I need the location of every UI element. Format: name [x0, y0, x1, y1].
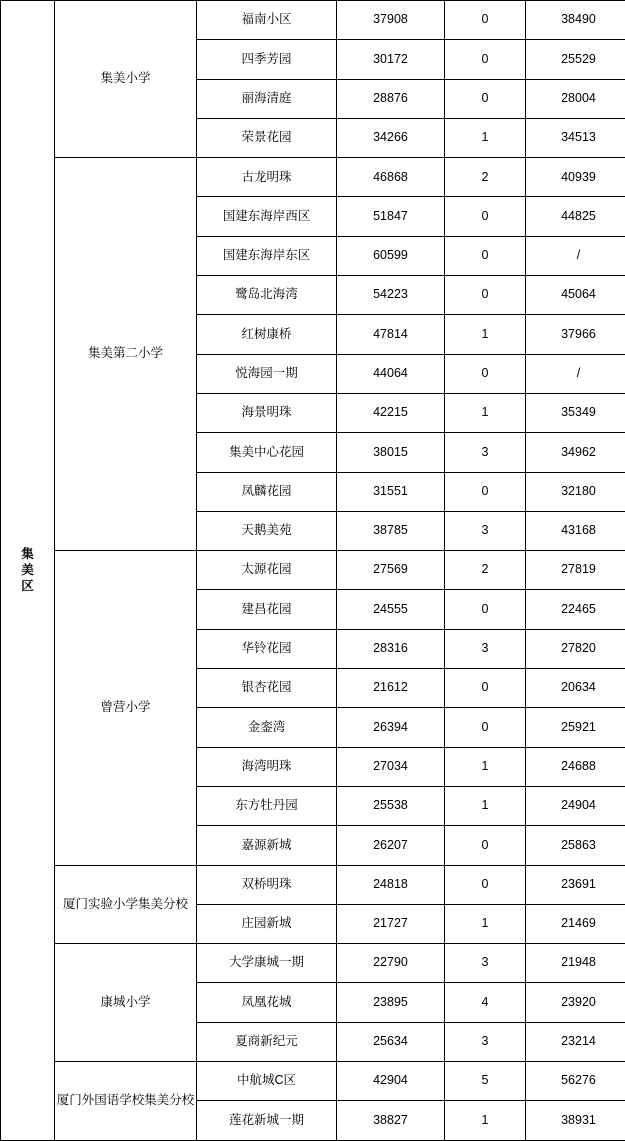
previous-price-cell: / — [526, 354, 625, 393]
community-cell: 集美中心花园 — [197, 433, 337, 472]
community-cell: 国建东海岸东区 — [197, 236, 337, 275]
community-cell: 四季芳园 — [197, 40, 337, 79]
community-cell: 金銮湾 — [197, 708, 337, 747]
community-cell: 建昌花园 — [197, 590, 337, 629]
transaction-count-cell: 1 — [445, 1101, 526, 1140]
community-cell: 华铃花园 — [197, 629, 337, 668]
table-row — [1, 1062, 625, 1101]
price-cell: 38785 — [337, 511, 445, 550]
transaction-count-cell: 5 — [445, 1062, 526, 1101]
price-cell: 21727 — [337, 904, 445, 943]
previous-price-cell: 24904 — [526, 786, 625, 825]
previous-price-cell: 25921 — [526, 708, 625, 747]
community-cell: 荣景花园 — [197, 118, 337, 157]
transaction-count-cell: 0 — [445, 236, 526, 275]
price-cell: 26394 — [337, 708, 445, 747]
community-cell: 夏商新纪元 — [197, 1022, 337, 1061]
previous-price-cell: 34962 — [526, 433, 625, 472]
price-cell: 21612 — [337, 669, 445, 708]
community-cell: 太源花园 — [197, 551, 337, 590]
price-cell: 24818 — [337, 865, 445, 904]
previous-price-cell: 28004 — [526, 79, 625, 118]
transaction-count-cell: 0 — [445, 40, 526, 79]
price-cell: 26207 — [337, 826, 445, 865]
community-cell: 海湾明珠 — [197, 747, 337, 786]
community-cell: 鹭岛北海湾 — [197, 276, 337, 315]
transaction-count-cell: 0 — [445, 197, 526, 236]
transaction-count-cell: 0 — [445, 708, 526, 747]
price-cell: 27034 — [337, 747, 445, 786]
community-cell: 悦海园一期 — [197, 354, 337, 393]
price-cell: 44064 — [337, 354, 445, 393]
transaction-count-cell: 3 — [445, 511, 526, 550]
school-cell: 厦门实验小学集美分校 — [55, 865, 197, 944]
previous-price-cell: 45064 — [526, 276, 625, 315]
transaction-count-cell: 1 — [445, 786, 526, 825]
community-cell: 福南小区 — [197, 1, 337, 40]
price-cell: 38015 — [337, 433, 445, 472]
previous-price-cell: 34513 — [526, 118, 625, 157]
transaction-count-cell: 1 — [445, 747, 526, 786]
price-cell: 38827 — [337, 1101, 445, 1140]
previous-price-cell: 22465 — [526, 590, 625, 629]
price-cell: 60599 — [337, 236, 445, 275]
school-cell: 康城小学 — [55, 944, 197, 1062]
transaction-count-cell: 3 — [445, 433, 526, 472]
community-cell: 双桥明珠 — [197, 865, 337, 904]
transaction-count-cell: 1 — [445, 315, 526, 354]
previous-price-cell: / — [526, 236, 625, 275]
transaction-count-cell: 2 — [445, 158, 526, 197]
community-cell: 丽海清庭 — [197, 79, 337, 118]
price-cell: 47814 — [337, 315, 445, 354]
price-cell: 22790 — [337, 944, 445, 983]
table-row — [1, 1, 625, 40]
previous-price-cell: 24688 — [526, 747, 625, 786]
region-cell — [1, 1, 55, 1141]
school-cell: 厦门外国语学校集美分校 — [55, 1062, 197, 1141]
school-cell: 集美小学 — [55, 1, 197, 158]
price-cell: 51847 — [337, 197, 445, 236]
previous-price-cell: 27819 — [526, 551, 625, 590]
price-cell: 34266 — [337, 118, 445, 157]
previous-price-cell: 32180 — [526, 472, 625, 511]
community-cell: 天鹅美苑 — [197, 511, 337, 550]
previous-price-cell: 44825 — [526, 197, 625, 236]
region-label: 集美区 — [21, 546, 34, 595]
transaction-count-cell: 1 — [445, 118, 526, 157]
previous-price-cell: 23214 — [526, 1022, 625, 1061]
previous-price-cell: 25863 — [526, 826, 625, 865]
transaction-count-cell: 1 — [445, 393, 526, 432]
community-cell: 嘉源新城 — [197, 826, 337, 865]
price-cell: 30172 — [337, 40, 445, 79]
table-row — [1, 551, 625, 590]
price-cell: 28876 — [337, 79, 445, 118]
transaction-count-cell: 0 — [445, 590, 526, 629]
previous-price-cell: 43168 — [526, 511, 625, 550]
previous-price-cell: 21469 — [526, 904, 625, 943]
transaction-count-cell: 0 — [445, 1, 526, 40]
community-cell: 国建东海岸西区 — [197, 197, 337, 236]
previous-price-cell: 23691 — [526, 865, 625, 904]
previous-price-cell: 27820 — [526, 629, 625, 668]
community-cell: 古龙明珠 — [197, 158, 337, 197]
transaction-count-cell: 3 — [445, 1022, 526, 1061]
price-cell: 25538 — [337, 786, 445, 825]
table-row — [1, 865, 625, 904]
school-cell: 曾营小学 — [55, 551, 197, 865]
community-cell: 大学康城一期 — [197, 944, 337, 983]
community-cell: 红树康桥 — [197, 315, 337, 354]
transaction-count-cell: 0 — [445, 276, 526, 315]
price-cell: 46868 — [337, 158, 445, 197]
price-cell: 42904 — [337, 1062, 445, 1101]
price-cell: 54223 — [337, 276, 445, 315]
previous-price-cell: 38931 — [526, 1101, 625, 1140]
transaction-count-cell: 0 — [445, 472, 526, 511]
community-cell: 凤麟花园 — [197, 472, 337, 511]
price-cell: 37908 — [337, 1, 445, 40]
previous-price-cell: 40939 — [526, 158, 625, 197]
previous-price-cell: 37966 — [526, 315, 625, 354]
community-cell: 中航城C区 — [197, 1062, 337, 1101]
table-row — [1, 944, 625, 983]
price-cell: 31551 — [337, 472, 445, 511]
previous-price-cell: 21948 — [526, 944, 625, 983]
community-cell: 庄园新城 — [197, 904, 337, 943]
transaction-count-cell: 3 — [445, 944, 526, 983]
transaction-count-cell: 0 — [445, 79, 526, 118]
community-cell: 海景明珠 — [197, 393, 337, 432]
price-cell: 24555 — [337, 590, 445, 629]
transaction-count-cell: 0 — [445, 865, 526, 904]
price-cell: 42215 — [337, 393, 445, 432]
school-cell: 集美第二小学 — [55, 158, 197, 551]
previous-price-cell: 20634 — [526, 669, 625, 708]
transaction-count-cell: 4 — [445, 983, 526, 1022]
transaction-count-cell: 2 — [445, 551, 526, 590]
previous-price-cell: 25529 — [526, 40, 625, 79]
price-cell: 28316 — [337, 629, 445, 668]
previous-price-cell: 35349 — [526, 393, 625, 432]
price-cell: 25634 — [337, 1022, 445, 1061]
transaction-count-cell: 1 — [445, 904, 526, 943]
community-cell: 凤凰花城 — [197, 983, 337, 1022]
transaction-count-cell: 0 — [445, 354, 526, 393]
community-cell: 银杏花园 — [197, 669, 337, 708]
previous-price-cell: 38490 — [526, 1, 625, 40]
price-cell: 23895 — [337, 983, 445, 1022]
transaction-count-cell: 0 — [445, 669, 526, 708]
price-cell: 27569 — [337, 551, 445, 590]
transaction-count-cell: 3 — [445, 629, 526, 668]
transaction-count-cell: 0 — [445, 826, 526, 865]
table-row — [1, 158, 625, 197]
previous-price-cell: 23920 — [526, 983, 625, 1022]
previous-price-cell: 56276 — [526, 1062, 625, 1101]
community-cell: 东方牡丹园 — [197, 786, 337, 825]
community-cell: 莲花新城一期 — [197, 1101, 337, 1140]
